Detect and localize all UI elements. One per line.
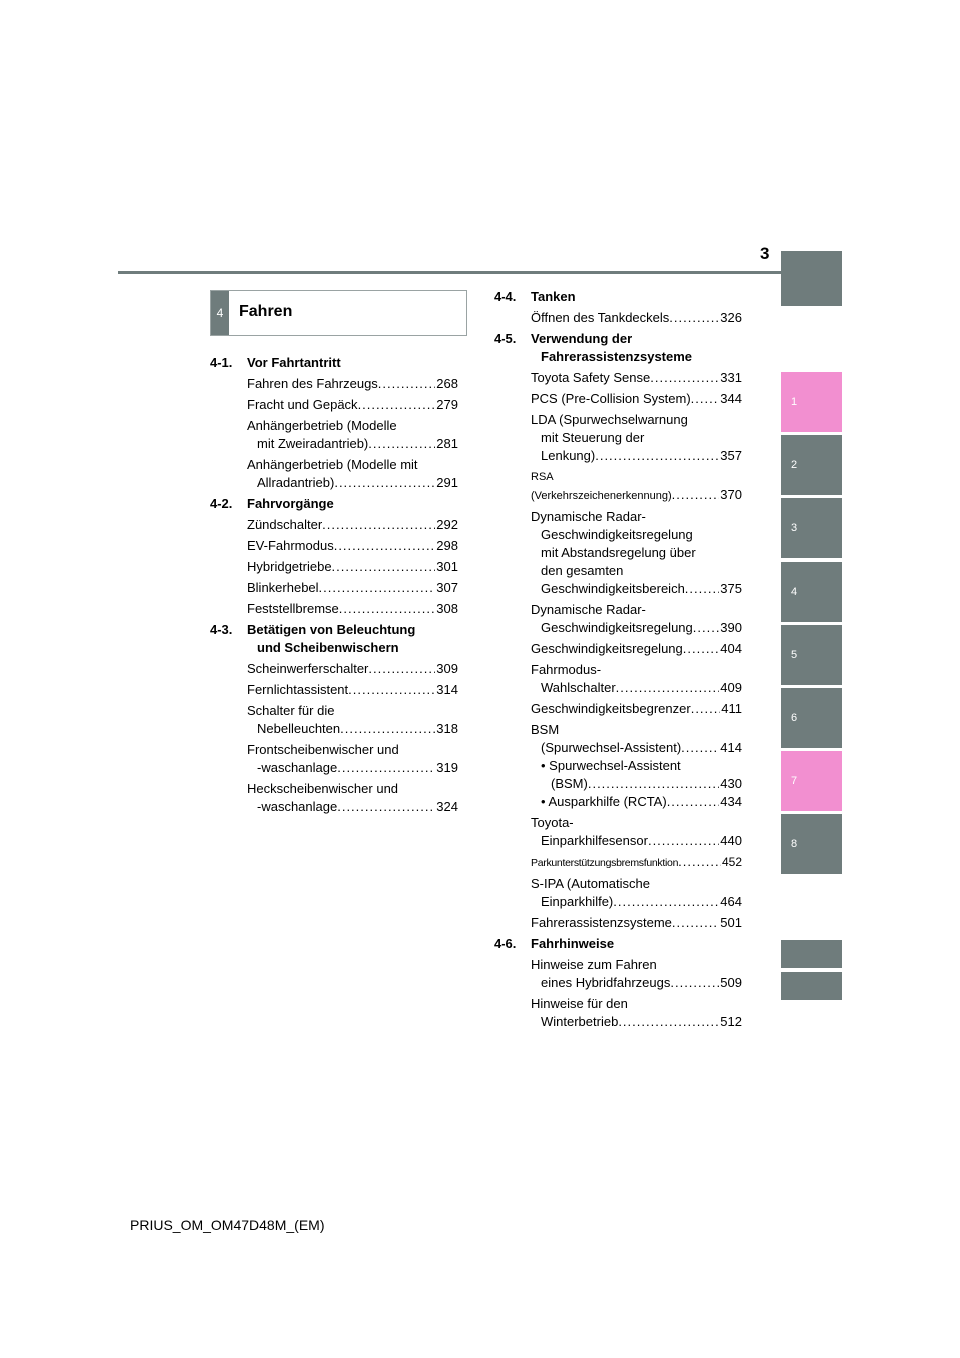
entry-label: Nebelleuchten	[257, 721, 341, 736]
entry-page: 308	[436, 601, 458, 616]
toc-column-left	[210, 354, 458, 819]
entry-label-line: Dynamische Radar-	[531, 602, 646, 617]
section-title: Betätigen von Beleuchtung	[247, 622, 416, 637]
entry-label: Fahren des Fahrzeugs	[247, 376, 378, 391]
entry-page: 409	[720, 680, 742, 695]
section-title: Fahrvorgänge	[247, 496, 334, 511]
entry-page: 298	[436, 538, 458, 553]
entry-label-line: Heckscheibenwischer und	[247, 781, 399, 796]
section-title-cont: Fahrerassistenzsysteme	[541, 349, 693, 364]
entry-label-line: BSM	[531, 722, 560, 737]
entry-page: 319	[436, 760, 458, 775]
section-title: Verwendung der	[531, 331, 633, 346]
entry-label-line: mit Abstandsregelung über	[541, 545, 696, 560]
section-number: 4-4.	[494, 289, 517, 304]
chapter-title: Fahren	[239, 303, 293, 320]
toc-section[interactable]	[494, 330, 742, 366]
toc-entry[interactable]	[531, 601, 742, 637]
entry-label: Öffnen des Tankdeckels	[531, 310, 670, 325]
entry-label: Toyota Safety Sense	[531, 370, 651, 385]
toc-section[interactable]	[210, 621, 458, 657]
chapter-tab-label: 2	[791, 459, 798, 471]
entry-page: 430	[720, 776, 742, 791]
chapter-tab-label: 3	[791, 522, 798, 534]
chapter-tab-1[interactable]	[781, 372, 842, 432]
chapter-tab-8[interactable]	[781, 814, 842, 874]
entry-label-line: S-IPA (Automatische	[531, 876, 650, 891]
chapter-tab-label: 5	[791, 649, 798, 661]
entry-label-line: Frontscheibenwischer und	[247, 742, 399, 757]
entry-label: Geschwindigkeitsbegrenzer	[531, 701, 691, 716]
entry-page: 404	[720, 641, 742, 656]
chapter-tab-blank[interactable]	[781, 972, 842, 1000]
entry-page: 318	[436, 721, 458, 736]
entry-label: EV-Fahrmodus	[247, 538, 334, 553]
entry-label: (BSM)	[551, 776, 588, 791]
entry-page: 309	[436, 661, 458, 676]
entry-page: 326	[720, 310, 742, 325]
entry-page: 307	[436, 580, 458, 595]
entry-page: 434	[720, 794, 742, 809]
entry-label-line: • Spurwechsel-Assistent	[541, 758, 681, 773]
entry-page: 375	[720, 581, 742, 596]
entry-label-line: Anhängerbetrieb (Modelle	[247, 418, 397, 433]
chapter-tab-label: 6	[791, 712, 798, 724]
entry-label-line: Anhängerbetrieb (Modelle mit	[247, 457, 418, 472]
entry-label: Einparkhilfesensor	[541, 833, 648, 848]
header-rule	[118, 271, 842, 274]
section-number: 4-5.	[494, 331, 517, 346]
entry-page: 324	[436, 799, 458, 814]
entry-label: Lenkung)	[541, 448, 596, 463]
entry-label: Zündschalter	[247, 517, 323, 532]
entry-page: 370	[720, 487, 742, 502]
entry-label-line: LDA (Spurwechselwarnung	[531, 412, 688, 427]
toc-entry[interactable]	[531, 661, 742, 697]
toc-entry[interactable]	[531, 995, 742, 1031]
entry-label: Winterbetrieb	[541, 1014, 619, 1029]
entry-label: Blinkerhebel	[247, 580, 319, 595]
entry-page: 292	[436, 517, 458, 532]
entry-label: Feststellbremse	[247, 601, 339, 616]
toc-section[interactable]	[494, 935, 742, 953]
toc-entry[interactable]	[247, 558, 458, 576]
section-title: Fahrhinweise	[531, 936, 615, 951]
section-title-cont: und Scheibenwischern	[257, 640, 399, 655]
toc-entry[interactable]	[247, 456, 458, 492]
section-number: 4-2.	[210, 496, 233, 511]
toc-entry[interactable]	[247, 780, 458, 816]
toc-entry[interactable]	[247, 702, 458, 738]
chapter-tab-3[interactable]	[781, 498, 842, 558]
entry-page: 414	[720, 740, 742, 755]
entry-label-line: Dynamische Radar-	[531, 509, 646, 524]
toc-entry[interactable]	[531, 468, 742, 505]
toc-section[interactable]	[210, 495, 458, 513]
entry-label: Fahrerassistenzsysteme	[531, 915, 672, 930]
toc-entry[interactable]	[531, 875, 742, 911]
toc-section[interactable]	[494, 288, 742, 306]
entry-page: 501	[720, 915, 742, 930]
toc-entry[interactable]	[531, 914, 742, 932]
toc-entry[interactable]	[531, 853, 742, 872]
toc-entry[interactable]	[247, 579, 458, 597]
section-title: Tanken	[531, 289, 576, 304]
toc-entry[interactable]	[531, 814, 742, 850]
chapter-number: 4	[211, 291, 229, 335]
entry-page: 268	[436, 376, 458, 391]
entry-label: mit Zweiradantrieb)	[257, 436, 369, 451]
section-number: 4-1.	[210, 355, 233, 370]
entry-label: Geschwindigkeitsregelung	[541, 620, 693, 635]
toc-entry[interactable]	[247, 516, 458, 534]
entry-label-line: mit Steuerung der	[541, 430, 645, 445]
toc-entry[interactable]	[247, 681, 458, 699]
entry-label-line: Hinweise zum Fahren	[531, 957, 657, 972]
toc-entry[interactable]	[531, 369, 742, 387]
entry-label: Geschwindigkeitsbereich	[541, 581, 685, 596]
entry-page: 464	[720, 894, 742, 909]
entry-label: -waschanlage	[257, 799, 338, 814]
entry-label-line: Schalter für die	[247, 703, 335, 718]
entry-page: 331	[720, 370, 742, 385]
entry-page: 279	[436, 397, 458, 412]
entry-label-line: den gesamten	[541, 563, 624, 578]
entry-label: Einparkhilfe)	[541, 894, 614, 909]
entry-label-line: Fahrmodus-	[531, 662, 602, 677]
toc-section[interactable]	[210, 354, 458, 372]
toc-entry[interactable]	[531, 640, 742, 658]
entry-page: 440	[720, 833, 742, 848]
toc-entry[interactable]	[531, 700, 742, 718]
entry-label: eines Hybridfahrzeugs	[541, 975, 671, 990]
entry-label: -waschanlage	[257, 760, 338, 775]
entry-page: 314	[436, 682, 458, 697]
toc-entry[interactable]	[531, 956, 742, 992]
chapter-tab-blank[interactable]	[781, 940, 842, 968]
chapter-tab-7[interactable]	[781, 751, 842, 811]
chapter-tab-4[interactable]	[781, 562, 842, 622]
entry-page: 390	[720, 620, 742, 635]
entry-label: PCS (Pre-Collision System)	[531, 391, 691, 406]
entry-page: 301	[436, 559, 458, 574]
entry-label: Hybridgetriebe	[247, 559, 332, 574]
section-title: Vor Fahrtantritt	[247, 355, 341, 370]
entry-label-line: Geschwindigkeitsregelung	[541, 527, 693, 542]
chapter-tab-label: 1	[791, 396, 798, 408]
chapter-tab-label: 4	[791, 586, 798, 598]
toc-entry[interactable]	[247, 396, 458, 414]
entry-label-line: Hinweise für den	[531, 996, 628, 1011]
toc-entry[interactable]	[247, 417, 458, 453]
entry-label-line: RSA	[531, 471, 554, 483]
entry-label: Allradantrieb)	[257, 475, 335, 490]
entry-page: 344	[720, 391, 742, 406]
chapter-tab-label: 8	[791, 838, 798, 850]
entry-label-line: Toyota-	[531, 815, 574, 830]
toc-entry[interactable]	[247, 537, 458, 555]
entry-page: 452	[721, 855, 742, 869]
chapter-tab-blank[interactable]	[781, 251, 842, 306]
entry-page: 357	[720, 448, 742, 463]
entry-label: Geschwindigkeitsregelung	[531, 641, 683, 656]
toc-entry[interactable]	[531, 508, 742, 598]
entry-page: 281	[436, 436, 458, 451]
entry-page: 512	[720, 1014, 742, 1029]
chapter-header	[210, 290, 467, 336]
chapter-tab-5[interactable]	[781, 625, 842, 685]
section-number: 4-3.	[210, 622, 233, 637]
entry-label: (Verkehrszeichenerkennung)	[531, 490, 672, 502]
chapter-tab-label: 7	[791, 775, 798, 787]
chapter-tab-6[interactable]	[781, 688, 842, 748]
entry-label: Parkunterstützungsbremsfunktion	[531, 857, 679, 869]
page-number: 3	[760, 244, 770, 263]
chapter-tab-2[interactable]	[781, 435, 842, 495]
entry-label: (Spurwechsel-Assistent)	[541, 740, 682, 755]
entry-label: Scheinwerferschalter	[247, 661, 369, 676]
entry-page: 291	[436, 475, 458, 490]
entry-label: Wahlschalter	[541, 680, 616, 695]
toc-entry[interactable]	[531, 721, 742, 757]
toc-entry[interactable]	[247, 660, 458, 678]
entry-page: 411	[721, 701, 742, 716]
entry-label: Fracht und Gepäck	[247, 397, 358, 412]
toc-entry[interactable]	[247, 600, 458, 618]
entry-label: Fernlichtassistent	[247, 682, 349, 697]
toc-column-right	[494, 288, 742, 1034]
toc-entry[interactable]	[531, 390, 742, 408]
toc-entry[interactable]	[531, 793, 742, 811]
section-number: 4-6.	[494, 936, 517, 951]
entry-page: 509	[720, 975, 742, 990]
toc-entry[interactable]	[247, 741, 458, 777]
toc-entry[interactable]	[531, 309, 742, 327]
toc-entry[interactable]	[531, 411, 742, 465]
footer-code: PRIUS_OM_OM47D48M_(EM)	[130, 1217, 325, 1233]
toc-entry[interactable]	[531, 757, 742, 793]
toc-entry[interactable]	[247, 375, 458, 393]
entry-label: • Ausparkhilfe (RCTA)	[541, 794, 667, 809]
